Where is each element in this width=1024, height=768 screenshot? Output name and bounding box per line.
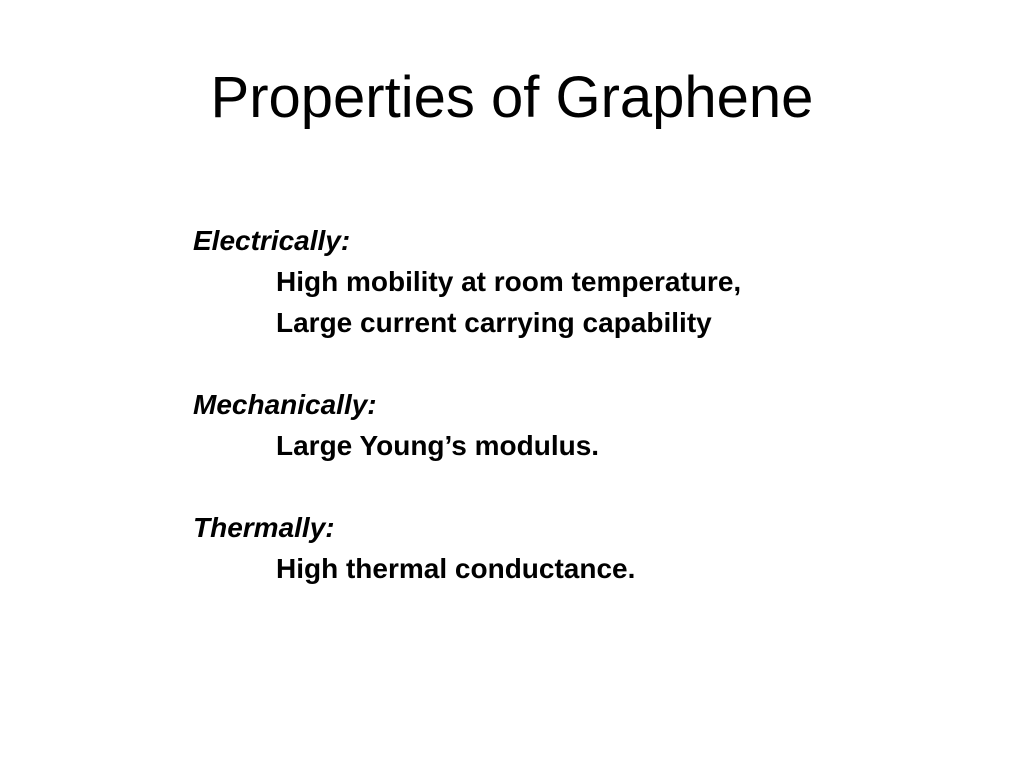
- section-line: Large current carrying capability: [276, 307, 712, 338]
- section-line: High mobility at room temperature,: [276, 266, 742, 297]
- section-thermally: [193, 507, 953, 589]
- section-heading: Mechanically:: [193, 389, 377, 420]
- section-heading: Electrically:: [193, 225, 351, 256]
- slide-title: Properties of Graphene: [210, 65, 814, 130]
- section-line: Large Young’s modulus.: [276, 430, 600, 461]
- section-heading: Thermally:: [193, 512, 335, 543]
- section-line: High thermal conductance.: [276, 553, 636, 584]
- section-mechanically: [193, 384, 953, 466]
- slide-body: [193, 220, 953, 630]
- section-electrically: [193, 220, 953, 343]
